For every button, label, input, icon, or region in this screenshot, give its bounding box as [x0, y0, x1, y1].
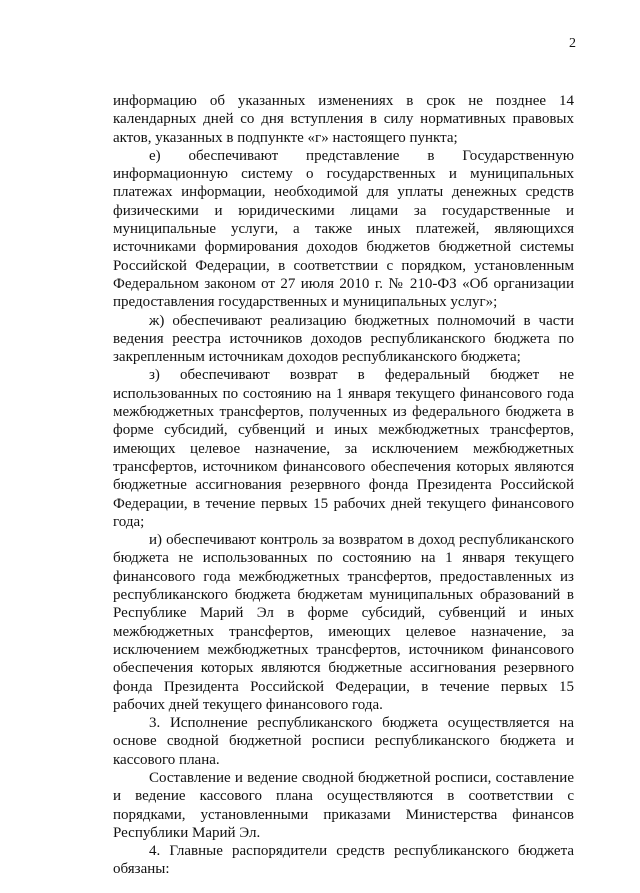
paragraph-section-3-procedure: Составление и ведение сводной бюджетной росписи, составление и ведение кассового плана осуществляются в соответствии с порядками, установленными приказами Министерства финансов Республики Марий Эл. — [113, 769, 574, 841]
paragraph-item-i: и) обеспечивают контроль за возвратом в доход республиканского бюджета не использованных по состоянию на 1 января текущего финансового года межбюджетных трансфертов, предоставленных из республиканского бюджета бюджетам муниципальных образований в Республике Марий Эл в форме субсидий, субвенций и иных межбюджетных трансфертов, имеющих целевое назначение, за исключением межбюджетных трансфертов, источником финансового обеспечения которых являются бюджетные ассигнования резервного фонда Президента Российской Федерации, в течение первых 15 рабочих дней текущего финансового года. — [113, 532, 574, 713]
paragraph-item-z: з) обеспечивают возврат в федеральный бюджет не использованных по состоянию на 1 января текущего финансового года межбюджетных трансфертов, полученных из федерального бюджета в форме субсидий, субвенций и иных межбюджетных трансфертов, имеющих целевое назначение, за исключением межбюджетных трансфертов, источником финансового обеспечения которых являются бюджетные ассигнования резервного фонда Президента Российской Федерации, в течение первых 15 рабочих дней текущего финансового года; — [113, 367, 574, 530]
paragraph-continuation: информацию об указанных изменениях в срок не позднее 14 календарных дней со дня вступления в силу нормативных правовых актов, указанных в подпункте «г» настоящего пункта; — [113, 93, 574, 146]
paragraph-section-3: 3. Исполнение республиканского бюджета осуществляется на основе сводной бюджетной росписи республиканского бюджета и кассового плана. — [113, 715, 574, 768]
paragraph-section-4: 4. Главные распорядители средств республиканского бюджета обязаны: — [113, 843, 574, 878]
paragraph-item-zh: ж) обеспечивают реализацию бюджетных полномочий в части ведения реестра источников доходов республиканского бюджета по закрепленным источникам доходов республиканского бюджета; — [113, 312, 574, 366]
document-body — [113, 92, 574, 879]
paragraph-item-e: е) обеспечивают представление в Государственную информационную систему о государственных и муниципальных платежах информации, необходимой для уплаты денежных средств физическими и юридическими лицами за государственные и муниципальные услуги, а также иных платежей, являющихся источниками формирования доходов бюджетов бюджетной системы Российской Федерации, в соответствии с порядком, установленным Федеральном законом от 27 июля 2010 г. № 210-ФЗ «Об организации предоставления государственных и муниципальных услуг»; — [113, 147, 574, 311]
page-number: 2 — [569, 36, 576, 51]
